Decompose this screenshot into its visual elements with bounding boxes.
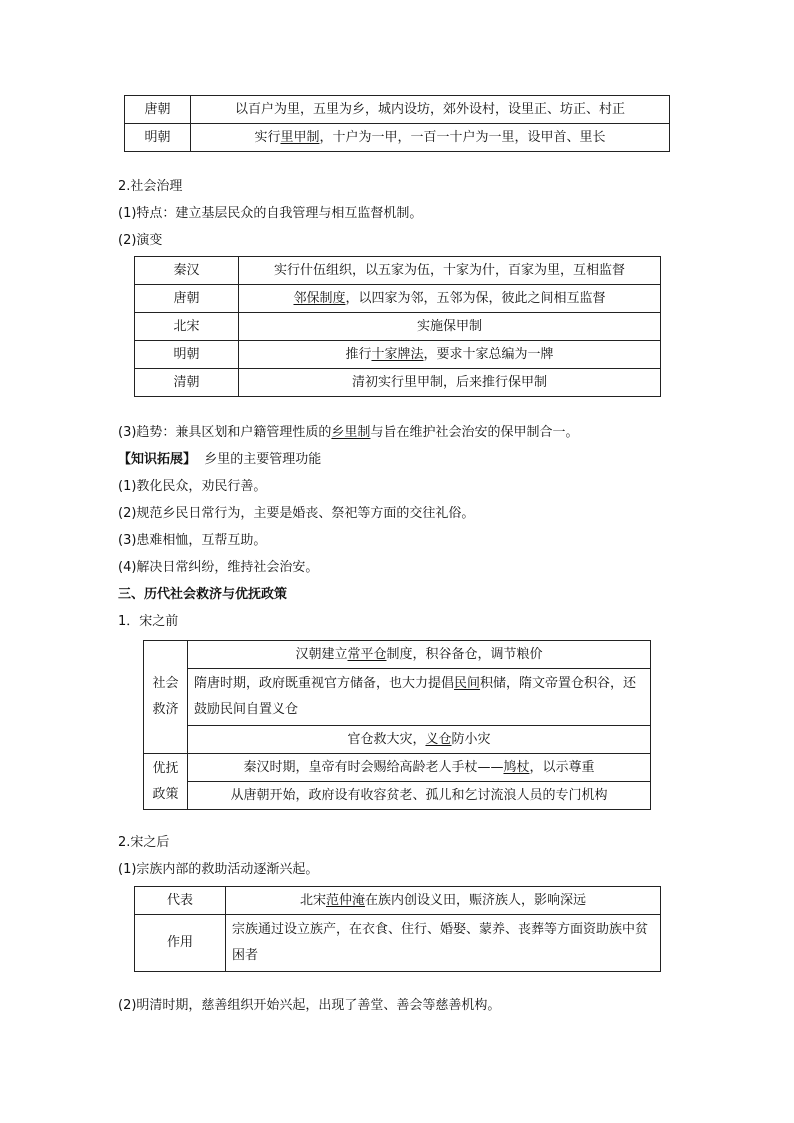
table-township-system [124, 95, 670, 152]
section-title: 2.社会治理 [118, 179, 183, 194]
text-segment: 秦汉时期，皇帝有时会赐给高龄老人手杖—— [243, 759, 504, 775]
knowledge-extension-heading [118, 450, 321, 470]
table-row [135, 341, 661, 369]
content-cell: 宗族通过设立族产，在衣食、住行、婚娶、蒙养、丧葬等方面资助族中贫困者 [226, 915, 661, 972]
extension-title: 乡里的主要管理功能 [204, 452, 322, 467]
key-cell: 代表 [135, 887, 226, 915]
paragraph: (1)宗族内部的救助活动逐渐兴起。 [118, 862, 319, 877]
content-cell [239, 285, 661, 313]
dynasty-cell: 明朝 [125, 124, 191, 152]
dynasty-cell: 北宋 [135, 313, 239, 341]
list-item: (2)规范乡民日常行为，主要是婚丧、祭祀等方面的交往礼俗。 [118, 506, 475, 521]
key-cell: 作用 [135, 915, 226, 972]
content-cell: 从唐朝开始，政府设有收容贫老、孤儿和乞讨流浪人员的专门机构 [188, 782, 651, 810]
table-row [135, 257, 661, 285]
table-row [135, 915, 661, 972]
content-cell [188, 641, 651, 669]
text-segment: 防小灾 [451, 731, 491, 747]
table-row [135, 887, 661, 915]
list-item: (3)患难相恤，互帮互助。 [118, 533, 267, 548]
underlined-term: 范仲淹 [325, 892, 365, 908]
text-segment: 北宋 [299, 892, 326, 908]
category-label: 政策 [152, 786, 179, 802]
paragraph: (2)演变 [118, 233, 163, 248]
subsection-title: 2.宋之后 [118, 835, 170, 850]
table-row [144, 641, 651, 669]
text-segment: 在族内创设义田，赈济族人，影响深远 [365, 892, 587, 908]
extension-tag: 【知识拓展】 [118, 452, 197, 467]
table-row [144, 669, 651, 726]
text-segment: 隋唐时期，政府既重视官方储备，也大力提倡 [194, 676, 455, 691]
content-cell [226, 887, 661, 915]
table-row [135, 285, 661, 313]
text-segment: 推行 [345, 346, 372, 362]
content-cell [188, 754, 651, 782]
text-segment: (3)趋势：兼具区划和户籍管理性质的 [118, 425, 332, 440]
dynasty-cell: 秦汉 [135, 257, 239, 285]
content-cell: 以百户为里，五里为乡，城内设坊，郊外设村，设里正、坊正、村正 [191, 96, 670, 124]
list-item: (4)解决日常纠纷，维持社会治安。 [118, 560, 319, 575]
category-cell-relief [144, 641, 188, 754]
content-cell [188, 669, 651, 726]
underlined-term: 鸠杖 [503, 759, 530, 775]
underlined-term: 十家牌法 [371, 346, 424, 362]
table-row [125, 124, 670, 152]
table-row [144, 754, 651, 782]
table-row [135, 369, 661, 397]
underlined-term: 邻保制度 [293, 290, 346, 306]
text-segment: ，以四家为邻，五邻为保，彼此之间相互监督 [345, 290, 606, 306]
section-title: 三、历代社会救济与优抚政策 [118, 587, 288, 602]
content-cell: 实行什伍组织，以五家为伍，十家为什，百家为里，互相监督 [239, 257, 661, 285]
paragraph: (1)特点：建立基层民众的自我管理与相互监督机制。 [118, 206, 423, 221]
table-row [135, 313, 661, 341]
text-segment: 官仓救大灾， [347, 731, 426, 747]
text-segment: 与旨在维护社会治安的保甲制合一。 [370, 425, 579, 440]
dynasty-cell: 唐朝 [135, 285, 239, 313]
content-cell: 实施保甲制 [239, 313, 661, 341]
dynasty-cell: 唐朝 [125, 96, 191, 124]
text-segment: 实行 [254, 129, 281, 145]
underlined-term: 民间 [454, 676, 481, 691]
paragraph-trend [118, 423, 578, 443]
content-cell [191, 124, 670, 152]
dynasty-cell: 明朝 [135, 341, 239, 369]
text-segment: 汉朝建立 [295, 646, 348, 662]
table-row [144, 782, 651, 810]
table-row [144, 726, 651, 754]
table-before-song [143, 640, 651, 810]
list-item: (1)教化民众，劝民行善。 [118, 479, 267, 494]
subsection-title: 1．宋之前 [118, 614, 179, 629]
dynasty-cell: 清朝 [135, 369, 239, 397]
category-cell-preferential [144, 754, 188, 810]
underlined-term: 常平仓 [347, 646, 387, 662]
text-segment: ，十户为一甲，一百一十户为一里，设甲首、里长 [319, 129, 606, 145]
content-cell [188, 726, 651, 754]
category-label: 优抚 [152, 760, 179, 776]
content-cell [239, 341, 661, 369]
table-after-song [134, 886, 661, 972]
content-cell: 清初实行里甲制，后来推行保甲制 [239, 369, 661, 397]
category-label: 社会 [152, 676, 179, 691]
text-segment: ，要求十家总编为一牌 [423, 346, 554, 362]
underlined-term: 里甲制 [280, 129, 320, 145]
table-row [125, 96, 670, 124]
underlined-term: 义仓 [425, 731, 452, 747]
category-label: 救济 [152, 702, 179, 717]
table-evolution [134, 256, 661, 397]
text-segment: 制度，积谷备仓，调节粮价 [386, 646, 543, 662]
underlined-term: 乡里制 [331, 425, 371, 440]
text-segment: ，以示尊重 [529, 759, 595, 775]
paragraph: (2)明清时期，慈善组织开始兴起，出现了善堂、善会等慈善机构。 [118, 998, 501, 1013]
text-segment: 积储，隋文帝置仓积谷，还鼓励民间自置义仓 [194, 676, 637, 717]
